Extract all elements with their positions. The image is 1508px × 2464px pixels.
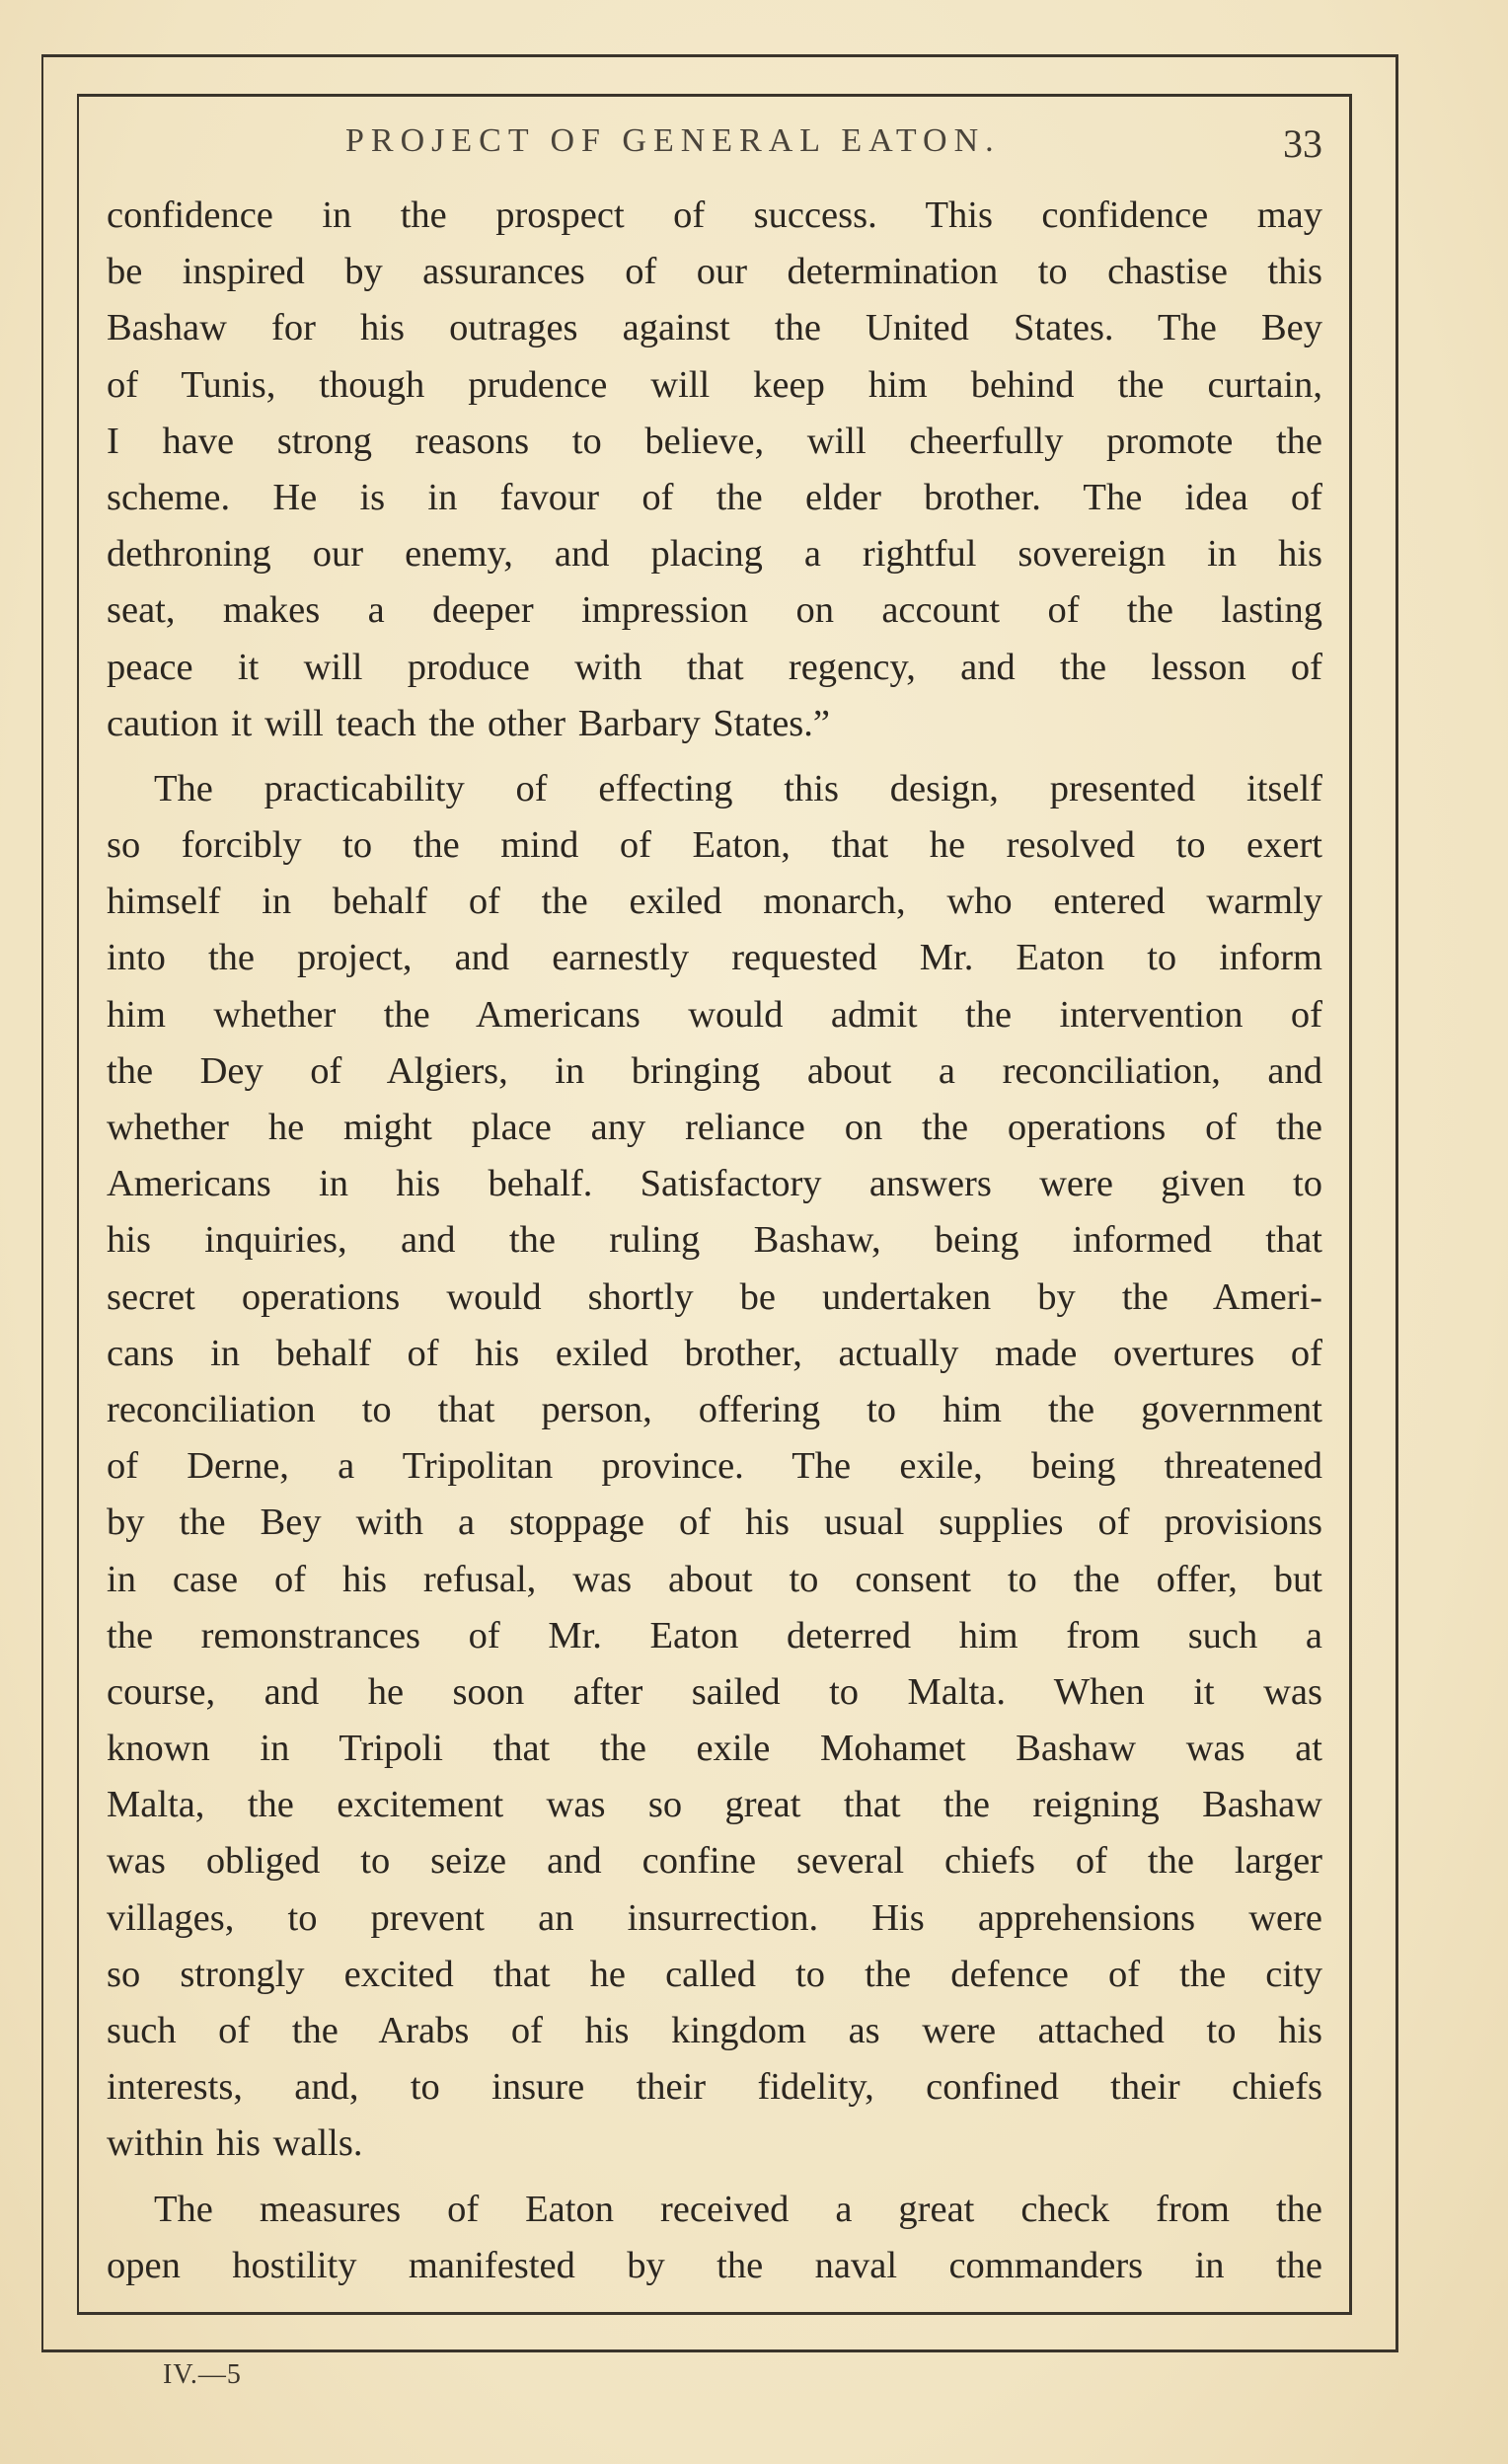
text-line: of Tunis, though prudence will keep him behind the curtain, bbox=[107, 363, 1322, 406]
paragraph bbox=[107, 761, 1322, 2173]
text-line: be inspired by assurances of our determination to chastise this bbox=[107, 251, 1322, 293]
text-line: himself in behalf of the exiled monarch, who entered warmly bbox=[107, 881, 1322, 923]
text-line: so forcibly to the mind of Eaton, that he resolved to exert bbox=[107, 824, 1322, 867]
text-line: the remonstrances of Mr. Eaton deterred him from such a bbox=[107, 1614, 1322, 1656]
text-line: him whether the Americans would admit the intervention of bbox=[107, 993, 1322, 1036]
text-line: dethroning our enemy, and placing a rightful sovereign in his bbox=[107, 533, 1322, 576]
text-line: caution it will teach the other Barbary States.” bbox=[107, 702, 831, 744]
text-line: such of the Arabs of his kingdom as were attached to his bbox=[107, 2010, 1322, 2051]
text-line: by the Bey with a stoppage of his usual supplies of provisions bbox=[107, 1502, 1322, 1544]
text-line: open hostility manifested by the naval commanders in the bbox=[107, 2244, 1322, 2286]
text-line: interests, and, to insure their fidelity, confined their chiefs bbox=[107, 2066, 1322, 2109]
text-line: of Derne, a Tripolitan province. The exile, being threatened bbox=[107, 1445, 1322, 1488]
page-header bbox=[109, 118, 1322, 174]
running-head: PROJECT OF GENERAL EATON. bbox=[345, 122, 1001, 159]
text-line: secret operations would shortly be undertaken by the Ameri- bbox=[107, 1275, 1322, 1318]
signature-mark: IV.—5 bbox=[163, 2359, 242, 2390]
text-line: within his walls. bbox=[107, 2122, 363, 2165]
text-line: seat, makes a deeper impression on account of the lasting bbox=[107, 589, 1322, 632]
text-line: Americans in his behalf. Satisfactory answers were given to bbox=[107, 1163, 1322, 1205]
text-line: so strongly excited that he called to the defence of the city bbox=[107, 1953, 1322, 1995]
text-line: confidence in the prospect of success. This confidence may bbox=[107, 194, 1322, 236]
text-line: the Dey of Algiers, in bringing about a reconciliation, and bbox=[107, 1049, 1322, 1092]
page-number: 33 bbox=[1283, 121, 1322, 166]
text-line: in case of his refusal, was about to consent to the offer, but bbox=[107, 1558, 1322, 1600]
text-line: The measures of Eaton received a great check from the bbox=[154, 2188, 1322, 2230]
text-line: cans in behalf of his exiled brother, actually made overtures of bbox=[107, 1332, 1322, 1374]
text-line: peace it will produce with that regency, and the lesson of bbox=[107, 646, 1322, 688]
text-line: reconciliation to that person, offering to him the government bbox=[107, 1388, 1322, 1430]
paragraph bbox=[107, 2182, 1322, 2294]
text-line: his inquiries, and the ruling Bashaw, being informed that bbox=[107, 1219, 1322, 1262]
text-line: scheme. He is in favour of the elder brother. The idea of bbox=[107, 476, 1322, 518]
text-line: I have strong reasons to believe, will cheerfully promote the bbox=[107, 420, 1322, 462]
text-line: villages, to prevent an insurrection. His apprehensions were bbox=[107, 1896, 1322, 1939]
body-text bbox=[107, 188, 1322, 2294]
text-line: Malta, the excitement was so great that the reigning Bashaw bbox=[107, 1784, 1322, 1826]
text-line: was obliged to seize and confine several chiefs of the larger bbox=[107, 1840, 1322, 1883]
paragraph bbox=[107, 188, 1322, 752]
text-line: into the project, and earnestly requested Mr. Eaton to inform bbox=[107, 937, 1322, 979]
text-line: The practicability of effecting this design, presented itself bbox=[154, 767, 1322, 809]
text-line: known in Tripoli that the exile Mohamet Bashaw was at bbox=[107, 1728, 1322, 1770]
text-line: course, and he soon after sailed to Malta. When it was bbox=[107, 1670, 1322, 1713]
text-line: Bashaw for his outrages against the United States. The Bey bbox=[107, 307, 1322, 349]
text-line: whether he might place any reliance on the operations of the bbox=[107, 1107, 1322, 1148]
